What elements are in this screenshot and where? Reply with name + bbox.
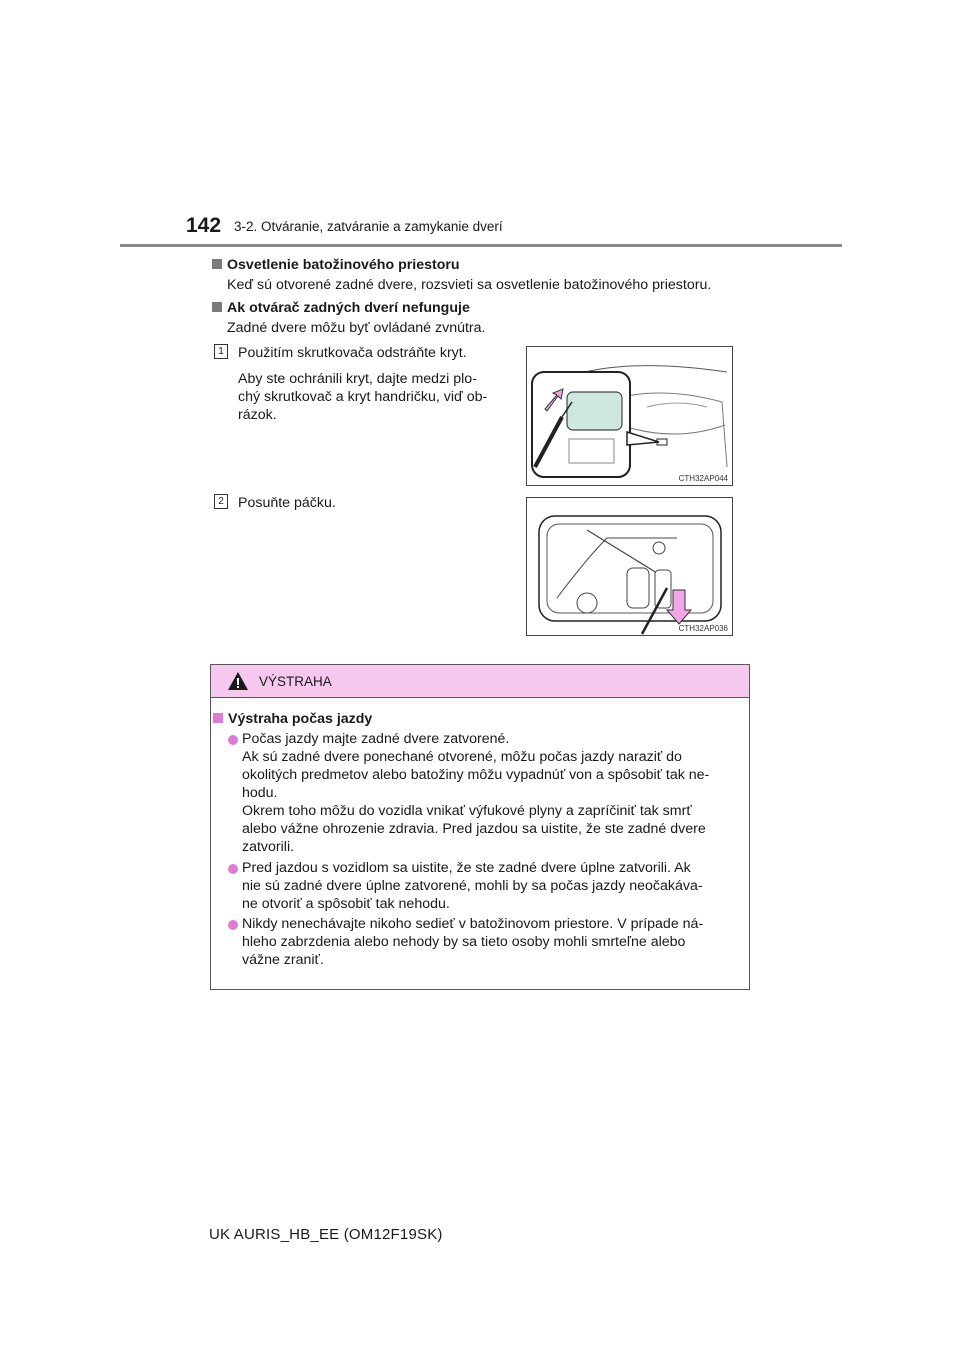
figure-lever bbox=[526, 497, 733, 636]
tailgate-cover-illustration bbox=[527, 347, 732, 485]
square-bullet-icon bbox=[212, 302, 222, 312]
warning-triangle-icon bbox=[227, 671, 249, 691]
bullet-dot-icon bbox=[228, 920, 238, 930]
page-number: 142 bbox=[186, 214, 222, 237]
step-2-text: Posuňte páčku. bbox=[238, 495, 336, 511]
bullet-dot-icon bbox=[228, 864, 238, 874]
section-text-lighting: Keď sú otvorené zadné dvere, rozsvieti sa osvetlenie batožinového priestoru. bbox=[227, 277, 712, 293]
warning-heading: Výstraha počas jazdy bbox=[213, 710, 372, 728]
step-number-1: 1 bbox=[214, 344, 228, 359]
document-footer: UK AURIS_HB_EE (OM12F19SK) bbox=[209, 1226, 443, 1243]
figure-code: CTH32AP036 bbox=[678, 624, 728, 633]
warning-title: VÝSTRAHA bbox=[259, 674, 332, 689]
step-number-2: 2 bbox=[214, 494, 228, 509]
figure-code: CTH32AP044 bbox=[678, 474, 728, 483]
square-bullet-icon bbox=[213, 713, 223, 723]
step-1-text: Použitím skrutkovača odstráňte kryt. bbox=[238, 345, 467, 361]
figure-cover-removal bbox=[526, 346, 733, 486]
warning-bullet-2: Pred jazdou s vozidlom sa uistite, že ste zadné dvere úplne zatvorili. Ak nie sú zadné dvere úplne zatvorené, mohli by sa počas jazdy neočakáva- ne otvoriť a spôsobiť tak nehodu. bbox=[242, 860, 703, 912]
step-1-note: Aby ste ochránili kryt, dajte medzi plo- chý skrutkovač a kryt handričku, viď ob- rázok. bbox=[238, 371, 488, 423]
lever-illustration bbox=[527, 498, 732, 635]
warning-box bbox=[210, 664, 750, 990]
section-title: 3-2. Otváranie, zatváranie a zamykanie dverí bbox=[234, 219, 503, 234]
section-heading-lighting: Osvetlenie batožinového priestoru bbox=[212, 256, 460, 274]
header-divider bbox=[120, 244, 842, 247]
warning-header bbox=[211, 665, 749, 698]
section-heading-opener: Ak otvárač zadných dverí nefunguje bbox=[212, 299, 470, 317]
warning-bullet-3: Nikdy nenechávajte nikoho sedieť v batožinovom priestore. V prípade ná- hleho zabrzdenia alebo nehody by sa tieto osoby mohli smrteľne alebo vážne zraniť. bbox=[242, 916, 704, 968]
section-text-opener: Zadné dvere môžu byť ovládané zvnútra. bbox=[227, 320, 486, 336]
bullet-dot-icon bbox=[228, 735, 238, 745]
warning-bullet-1: Počas jazdy majte zadné dvere zatvorené. Ak sú zadné dvere ponechané otvorené, môžu počas jazdy naraziť do okolitých predmetov alebo batožiny môžu vypadnúť von a spôsobiť tak ne- hodu. Okrem toho môžu do vozidla vnikať výfukové plyny a zapríčiniť tak smrť alebo vážne ohrozenie zdravia. Pred jazdou sa uistite, že ste zadné dvere zatvorili. bbox=[242, 731, 710, 855]
square-bullet-icon bbox=[212, 259, 222, 269]
